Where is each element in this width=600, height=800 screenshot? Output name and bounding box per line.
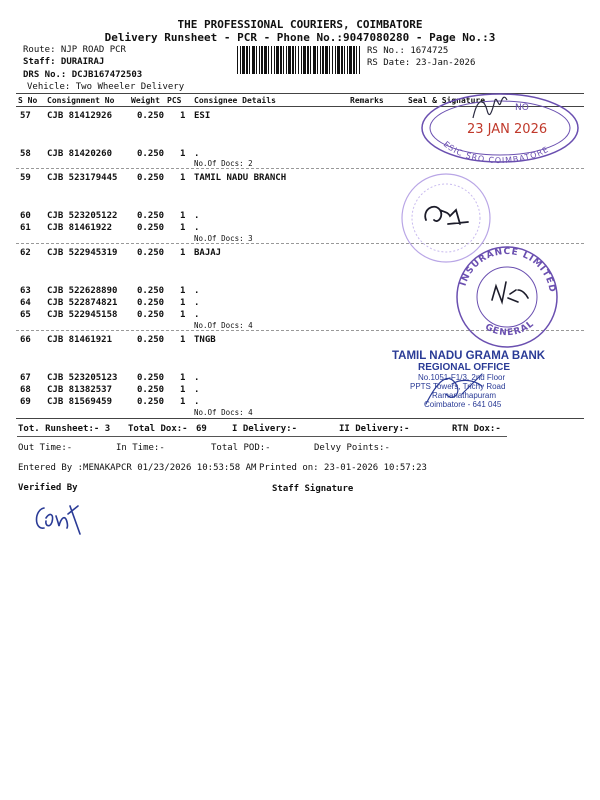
row-sno: 59 bbox=[20, 173, 31, 183]
barcode-bar bbox=[322, 46, 324, 74]
barcode-bar bbox=[261, 46, 263, 74]
barcode-bar bbox=[317, 46, 318, 74]
esic-date-text: 23 JAN 2026 bbox=[467, 122, 548, 137]
col-pcs: PCS bbox=[167, 96, 182, 105]
barcode-bar bbox=[356, 46, 357, 74]
barcode-bar bbox=[332, 46, 333, 74]
drs-no: DRS No.: DCJB167472503 bbox=[23, 70, 143, 80]
row-weight: 0.250 bbox=[137, 335, 165, 345]
row-details: . bbox=[194, 211, 200, 221]
row-sno: 68 bbox=[20, 385, 31, 395]
row-consignment: CJB 81420260 bbox=[47, 149, 113, 159]
barcode-bar bbox=[240, 46, 241, 74]
svg-text:ESIC SRO COIMBATORE bbox=[442, 140, 551, 165]
barcode-bar bbox=[259, 46, 260, 74]
barcode-bar bbox=[246, 46, 248, 74]
row-weight: 0.250 bbox=[137, 173, 165, 183]
row-details: BAJAJ bbox=[194, 248, 222, 258]
row-pcs: 1 bbox=[180, 373, 186, 383]
esic-ring-text: ESIC SRO COIMBATORE bbox=[441, 139, 551, 166]
total-dox-label: Total Dox:- bbox=[128, 424, 188, 434]
barcode-bar bbox=[349, 46, 352, 74]
col-sno: S No bbox=[18, 96, 38, 105]
route: Route: NJP ROAD PCR bbox=[23, 45, 126, 55]
barcode-bar bbox=[335, 46, 336, 74]
row-pcs: 1 bbox=[180, 211, 186, 221]
barcode-bar bbox=[283, 46, 284, 74]
entered-by: Entered By :MENAKAPCR 01/23/2026 10:53:58 AM bbox=[18, 463, 257, 473]
barcode-bar bbox=[347, 46, 348, 74]
barcode-bar bbox=[325, 46, 328, 74]
row-sno: 57 bbox=[20, 111, 31, 121]
barcode-bar bbox=[286, 46, 287, 74]
row-sno: 63 bbox=[20, 286, 31, 296]
staff: Staff: DURAIRAJ bbox=[23, 57, 105, 67]
col-remarks: Remarks bbox=[350, 96, 384, 105]
barcode-bar bbox=[295, 46, 296, 74]
row-pcs: 1 bbox=[180, 286, 186, 296]
barcode-bar bbox=[237, 46, 238, 74]
table-bottom-rule bbox=[16, 418, 584, 419]
row-weight: 0.250 bbox=[137, 385, 165, 395]
barcode-bar bbox=[307, 46, 309, 74]
row-sno: 58 bbox=[20, 149, 31, 159]
verified-by: Verified By bbox=[18, 483, 78, 493]
out-time: Out Time:- bbox=[18, 443, 73, 453]
col-consignment: Consignment No bbox=[47, 96, 115, 105]
barcode-bar bbox=[280, 46, 282, 74]
row-weight: 0.250 bbox=[137, 111, 165, 121]
verified-signature bbox=[30, 498, 100, 538]
bank-address-1: No.1051-F1/3, 2nd Floor bbox=[418, 373, 506, 382]
row-pcs: 1 bbox=[180, 397, 186, 407]
barcode-bar bbox=[252, 46, 255, 74]
row-sno: 61 bbox=[20, 223, 31, 233]
row-details: . bbox=[194, 397, 200, 407]
esic-stamp bbox=[415, 88, 585, 168]
row-sno: 67 bbox=[20, 373, 31, 383]
row-weight: 0.250 bbox=[137, 248, 165, 258]
barcode-bar bbox=[359, 46, 360, 74]
ii-delivery: II Delivery:- bbox=[339, 424, 410, 434]
row-weight: 0.250 bbox=[137, 286, 165, 296]
row-pcs: 1 bbox=[180, 173, 186, 183]
bank-signature bbox=[422, 364, 502, 414]
runsheet-title: Delivery Runsheet - PCR - Phone No.:9047080280 - Page No.:3 bbox=[104, 31, 496, 44]
barcode-bar bbox=[303, 46, 306, 74]
rtn-dox-underline bbox=[17, 436, 507, 437]
esic-no-text: NO bbox=[515, 103, 529, 113]
bank-name: TAMIL NADU GRAMA BANK bbox=[392, 350, 546, 362]
barcode-bar bbox=[341, 46, 343, 74]
bank-address-4: Coimbatore - 641 045 bbox=[424, 400, 502, 409]
row-pcs: 1 bbox=[180, 149, 186, 159]
barcode-bar bbox=[271, 46, 272, 74]
barcode bbox=[235, 46, 365, 74]
row-pcs: 1 bbox=[180, 385, 186, 395]
svg-text:INSURANCE LIMITED bbox=[459, 247, 557, 294]
row-consignment: CJB 81461921 bbox=[47, 335, 113, 345]
col-weight: Weight bbox=[131, 96, 160, 105]
row-consignment: CJB 522945319 bbox=[47, 248, 118, 258]
barcode-bar bbox=[268, 46, 269, 74]
total-pod: Total POD:- bbox=[211, 443, 271, 453]
row-consignment: CJB 81569459 bbox=[47, 397, 113, 407]
row-consignment: CJB 522945158 bbox=[47, 310, 118, 320]
row-pcs: 1 bbox=[180, 223, 186, 233]
vehicle: Vehicle: Two Wheeler Delivery bbox=[27, 82, 185, 92]
rs-date: RS Date: 23-Jan-2026 bbox=[367, 58, 476, 68]
barcode-bar bbox=[298, 46, 299, 74]
row-details: . bbox=[194, 286, 200, 296]
barcode-bar bbox=[288, 46, 291, 74]
barcode-bar bbox=[353, 46, 355, 74]
barcode-bar bbox=[276, 46, 279, 74]
barcode-bar bbox=[329, 46, 330, 74]
row-pcs: 1 bbox=[180, 298, 186, 308]
insurance-stamp bbox=[452, 242, 562, 352]
row-details: . bbox=[194, 385, 200, 395]
row-details: TNGB bbox=[194, 335, 216, 345]
barcode-bar bbox=[274, 46, 275, 74]
group-divider bbox=[16, 168, 584, 169]
doc-count: No.Of Docs: 4 bbox=[194, 321, 253, 330]
barcode-bar bbox=[337, 46, 340, 74]
row-details: . bbox=[194, 149, 200, 159]
row-sno: 64 bbox=[20, 298, 31, 308]
delvy-points: Delvy Points:- bbox=[314, 443, 390, 453]
barcode-bar bbox=[310, 46, 311, 74]
row-consignment: CJB 523205122 bbox=[47, 211, 118, 221]
insurance-ring-text-2: GENERAL bbox=[483, 318, 537, 339]
row-consignment: CJB 81461922 bbox=[47, 223, 113, 233]
doc-count: No.Of Docs: 3 bbox=[194, 234, 253, 243]
insurance-ring-text: INSURANCE LIMITED bbox=[458, 246, 557, 294]
total-runsheet: Tot. Runsheet:- 3 bbox=[18, 424, 111, 434]
row-sno: 69 bbox=[20, 397, 31, 407]
row-pcs: 1 bbox=[180, 310, 186, 320]
row-sno: 66 bbox=[20, 335, 31, 345]
barcode-bar bbox=[320, 46, 321, 74]
row-sno: 60 bbox=[20, 211, 31, 221]
row-weight: 0.250 bbox=[137, 373, 165, 383]
in-time: In Time:- bbox=[116, 443, 165, 453]
barcode-bar bbox=[292, 46, 294, 74]
row-consignment: CJB 523179445 bbox=[47, 173, 118, 183]
row-consignment: CJB 522628890 bbox=[47, 286, 118, 296]
row-consignment: CJB 81412926 bbox=[47, 111, 113, 121]
row-weight: 0.250 bbox=[137, 397, 165, 407]
row-pcs: 1 bbox=[180, 335, 186, 345]
row-details: . bbox=[194, 298, 200, 308]
row-sno: 65 bbox=[20, 310, 31, 320]
row-details: ESI bbox=[194, 111, 211, 121]
rtn-dox: RTN Dox:- bbox=[452, 424, 501, 434]
row-weight: 0.250 bbox=[137, 149, 165, 159]
row-consignment: CJB 522874821 bbox=[47, 298, 118, 308]
svg-text:GENERAL bbox=[483, 319, 536, 339]
barcode-bar bbox=[256, 46, 257, 74]
bank-address-2: PPTS Towers, Trichy Road bbox=[410, 382, 506, 391]
row-details: . bbox=[194, 310, 200, 320]
barcode-bar bbox=[344, 46, 345, 74]
bank-address-3: Ramanathapuram bbox=[432, 391, 497, 400]
barcode-bar bbox=[313, 46, 316, 74]
row-details: TAMIL NADU BRANCH bbox=[194, 173, 287, 183]
row-pcs: 1 bbox=[180, 248, 186, 258]
col-seal-signature: Seal & Signature bbox=[408, 96, 486, 105]
row-weight: 0.250 bbox=[137, 310, 165, 320]
row-consignment: CJB 81382537 bbox=[47, 385, 113, 395]
rs-no: RS No.: 1674725 bbox=[367, 46, 449, 56]
row-weight: 0.250 bbox=[137, 223, 165, 233]
row-weight: 0.250 bbox=[137, 211, 165, 221]
company-title: THE PROFESSIONAL COURIERS, COIMBATORE bbox=[177, 18, 423, 31]
doc-count: No.Of Docs: 4 bbox=[194, 408, 253, 417]
barcode-bar bbox=[242, 46, 245, 74]
row-consignment: CJB 523205123 bbox=[47, 373, 118, 383]
doc-count: No.Of Docs: 2 bbox=[194, 159, 253, 168]
bank-office: REGIONAL OFFICE bbox=[418, 362, 511, 373]
col-consignee: Consignee Details bbox=[194, 96, 276, 105]
barcode-bar bbox=[264, 46, 267, 74]
barcode-bar bbox=[249, 46, 250, 74]
row-weight: 0.250 bbox=[137, 298, 165, 308]
row-details: . bbox=[194, 223, 200, 233]
barcode-bar bbox=[301, 46, 302, 74]
printed-on: Printed on: 23-01-2026 10:57:23 bbox=[259, 463, 427, 473]
staff-signature: Staff Signature bbox=[272, 484, 354, 494]
row-details: . bbox=[194, 373, 200, 383]
row-pcs: 1 bbox=[180, 111, 186, 121]
total-dox-value: 69 bbox=[196, 424, 207, 434]
i-delivery: I Delivery:- bbox=[232, 424, 298, 434]
row-sno: 62 bbox=[20, 248, 31, 258]
